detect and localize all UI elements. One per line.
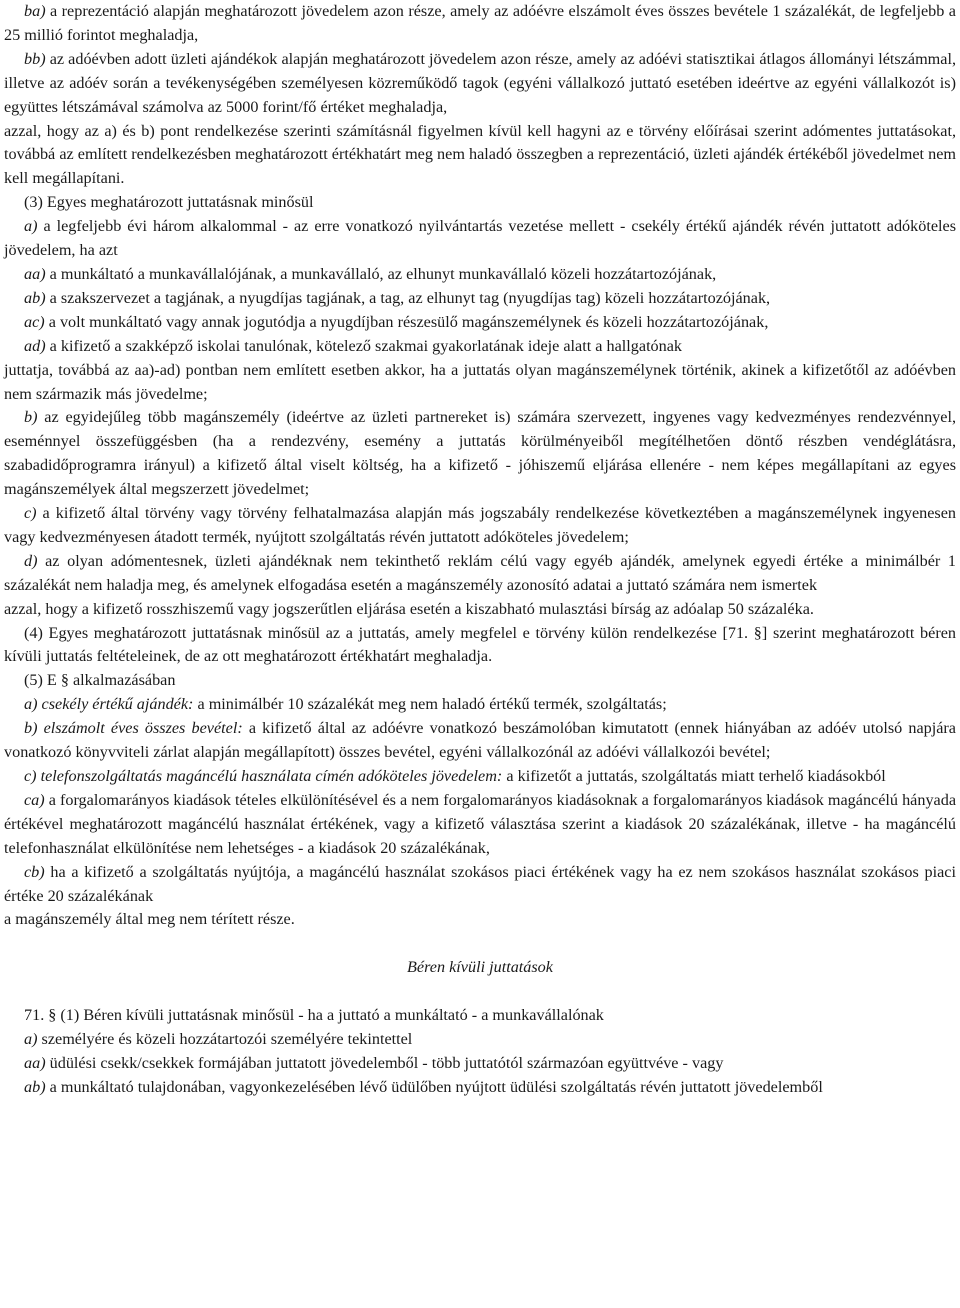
paragraph-label: c) telefonszolgáltatás magáncélú használata címén adóköteles jövedelem: [24,767,503,785]
paragraph-label: aa) [24,264,46,283]
paragraph [4,335,956,359]
paragraph-label: ab) [24,1077,46,1096]
paragraph-text: a kifizető a szakképző iskolai tanulónak, kötelező szakmai gyakorlatának ideje alatt a hallgatónak [45,336,683,355]
paragraph-text: a kifizető által törvény vagy törvény felhatalmazása alapján más jogszabály rendelkezése következtében a magánszemélynek ingyenesen vagy kedvezményesen átadott termék, nyújtott szolgáltatás révén juttatott adóköteles jövedelem; [4,504,956,546]
paragraph-label: a) csekély értékű ajándék: [24,695,194,714]
paragraph [4,191,956,215]
paragraph-label: ca) [24,790,45,809]
paragraph-label: b) [24,408,38,427]
paragraph [4,669,956,693]
paragraph-text: a kifizetőt a juttatás, szolgáltatás miatt terhelő kiadásokból [502,767,886,785]
paragraph [4,717,956,765]
paragraph-text: a reprezentáció alapján meghatározott jövedelem azon része, amely az adóévre elszámolt éves összes bevétele 1 százalékát, de legfeljebb a 25 millió forintot meghaladja, [4,2,956,44]
paragraph-text: a volt munkáltató vagy annak jogutódja a nyugdíjban részesülő magánszemélynek és közeli hozzátartozójának, [44,312,769,331]
paragraph-label: ac) [24,312,45,331]
paragraph [4,120,956,192]
paragraph-text: 71. § (1) Béren kívüli juttatásnak minősül - ha a juttató a munkáltató - a munkavállalónak [24,1006,604,1025]
paragraph-label: cb) [24,862,45,881]
paragraph [4,0,956,48]
paragraph [4,1076,956,1100]
paragraph-text: (4) Egyes meghatározott juttatásnak minősül az a juttatás, amely megfelel e törvény külön rendelkezése [71. §] szerint meghatározott béren kívüli juttatás feltételeinek, de az ott meghatározott értékhatárt meghaladja. [4,623,956,666]
paragraph-text: a magánszemély által meg nem térített része. [4,910,295,929]
paragraph [4,48,956,120]
paragraph [4,861,956,909]
paragraph-label: c) [24,504,37,523]
paragraph-label: ba) [24,2,46,20]
paragraph [4,622,956,670]
paragraph-text: a munkáltató a munkavállalójának, a munkavállaló, az elhunyt munkavállaló közeli hozzátartozójának, [45,264,717,283]
paragraph-label: b) elszámolt éves összes bevétel: [24,719,243,738]
paragraph [4,263,956,287]
paragraph-text: (3) Egyes meghatározott juttatásnak minősül [24,193,314,212]
paragraph-text: a munkáltató tulajdonában, vagyonkezelésében lévő üdülőben nyújtott üdülési szolgáltatás révén juttatott jövedelemből [45,1077,823,1096]
paragraph [4,765,956,789]
paragraph-label: ab) [24,288,46,307]
paragraph-text: a szakszervezet a tagjának, a nyugdíjas tagjának, a tag, az elhunyt tag (nyugdíjas tag) közeli hozzátartozójának, [45,288,771,307]
paragraph-text: a forgalomarányos kiadások tételes elkülönítésével és a nem forgalomarányos kiadásoknak a forgalomarányos kiadások magáncélú hányada értékével meghatározott magáncélú használat értékének, vagy a kifizető választása szerint a kiadások 20 százalékának, illetve - ha magáncélú telefonhasználat elkülönítése nem lehetséges - a kiadások 20 százalékának, [4,790,956,857]
paragraph [4,287,956,311]
paragraph-text: az olyan adómentesnek, üzleti ajándéknak nem tekinthető reklám célú vagy egyéb ajándék, amelynek egyedi értéke a minimálbér 1 százalékát nem haladja meg, és amelynek elfogadása esetén a magánszemély azonosító adatai a juttató számára nem ismertek [4,551,956,594]
paragraph-text: személyére és közeli hozzátartozói személyére tekintettel [37,1030,413,1049]
paragraph-text: (5) E § alkalmazásában [24,671,176,690]
section-before-heading [4,0,956,932]
paragraph [4,502,956,550]
paragraph [4,789,956,861]
paragraph [4,550,956,598]
section-heading: Béren kívüli juttatások [407,958,553,977]
paragraph [4,693,956,717]
paragraph-text: a minimálbér 10 százalékát meg nem haladó értékű termék, szolgáltatás; [193,695,667,714]
paragraph [4,311,956,335]
paragraph-text: azzal, hogy a kifizető rosszhiszemű vagy jogszerűtlen eljárása esetén a kiszabható mulasztási bírság az adóalap 50 százaléka. [4,599,814,618]
paragraph-text: azzal, hogy az a) és b) pont rendelkezése szerinti számításnál figyelmen kívül kell hagyni az e törvény előírásai szerint adómentes juttatásokat, továbbá az említett rendelkezésben meghatározott értékhatárt meg nem haladó összegben a reprezentáció, üzleti ajándék értékéből jövedelmet nem kell megállapítani. [4,121,956,188]
paragraph-text: juttatja, továbbá az aa)-ad) pontban nem említett esetben akkor, ha a juttatás olyan magánszemélynek történik, akinek a kifizetőtől az adóévben nem származik más jövedelme; [4,360,956,403]
paragraph [4,598,956,622]
paragraph-label: aa) [24,1054,46,1073]
paragraph-text: az egyidejűleg több magánszemély (ideértve az üzleti partnereket is) számára szervezett, ingyenes vagy kedvezményes rendezvénnyel, eseménnyel összefüggésben (ha a rendezvény, esemény a juttatás körülményeiből megítélhetően döntő részben vendéglátásra, szabadidőprogramra irányul) a kifizető által viselt költség, ha a kifizető - jóhiszemű eljárása ellenére - nem képes megállapítani az egyes magánszemélyek által megszerzett jövedelmet; [4,408,956,499]
paragraph-label: a) [24,217,38,236]
paragraph [4,406,956,502]
paragraph-label: d) [24,551,38,570]
paragraph-text: ha a kifizető a szolgáltatás nyújtója, a magáncélú használat szokásos piaci értékének vagy ha ez nem szokásos használat szokásos piaci értéke 20 százalékának [4,862,956,905]
paragraph [4,1052,956,1076]
section-after-heading [4,1004,956,1100]
paragraph [4,1004,956,1028]
paragraph-label: bb) [24,49,46,68]
paragraph-label: a) [24,1030,38,1049]
paragraph-text: az adóévben adott üzleti ajándékok alapján meghatározott jövedelem azon része, amely az adóévi statisztikai átlagos állományi létszámmal, illetve az adóév során a tevékenységében személyesen közreműködő tagok (egyéni vállalkozó juttató esetében ideértve az egyéni vállalkozót is) együttes létszámával számolva az 5000 forint/fő értéket meghaladja, [4,49,956,116]
paragraph [4,215,956,263]
paragraph [4,359,956,407]
paragraph [4,1028,956,1052]
paragraph-text: a legfeljebb évi három alkalommal - az erre vonatkozó nyilvántartás vezetése mellett - csekély értékű ajándék révén juttatott adóköteles jövedelem, ha azt [4,217,956,260]
paragraph-text: üdülési csekk/csekkek formájában juttatott jövedelemből - több juttatótól származóan együttvéve - vagy [45,1054,724,1073]
paragraph-text: a kifizető által az adóévre vonatkozó beszámolóban kimutatott (ennek hiányában az adóév utolsó napjára vonatkozó könyvviteli zárlat alapján megállapított) összes bevétel, egyéni vállalkozónál az adóévi vállalkozói bevétel; [4,719,956,762]
paragraph-label: ad) [24,336,46,355]
paragraph [4,908,956,932]
